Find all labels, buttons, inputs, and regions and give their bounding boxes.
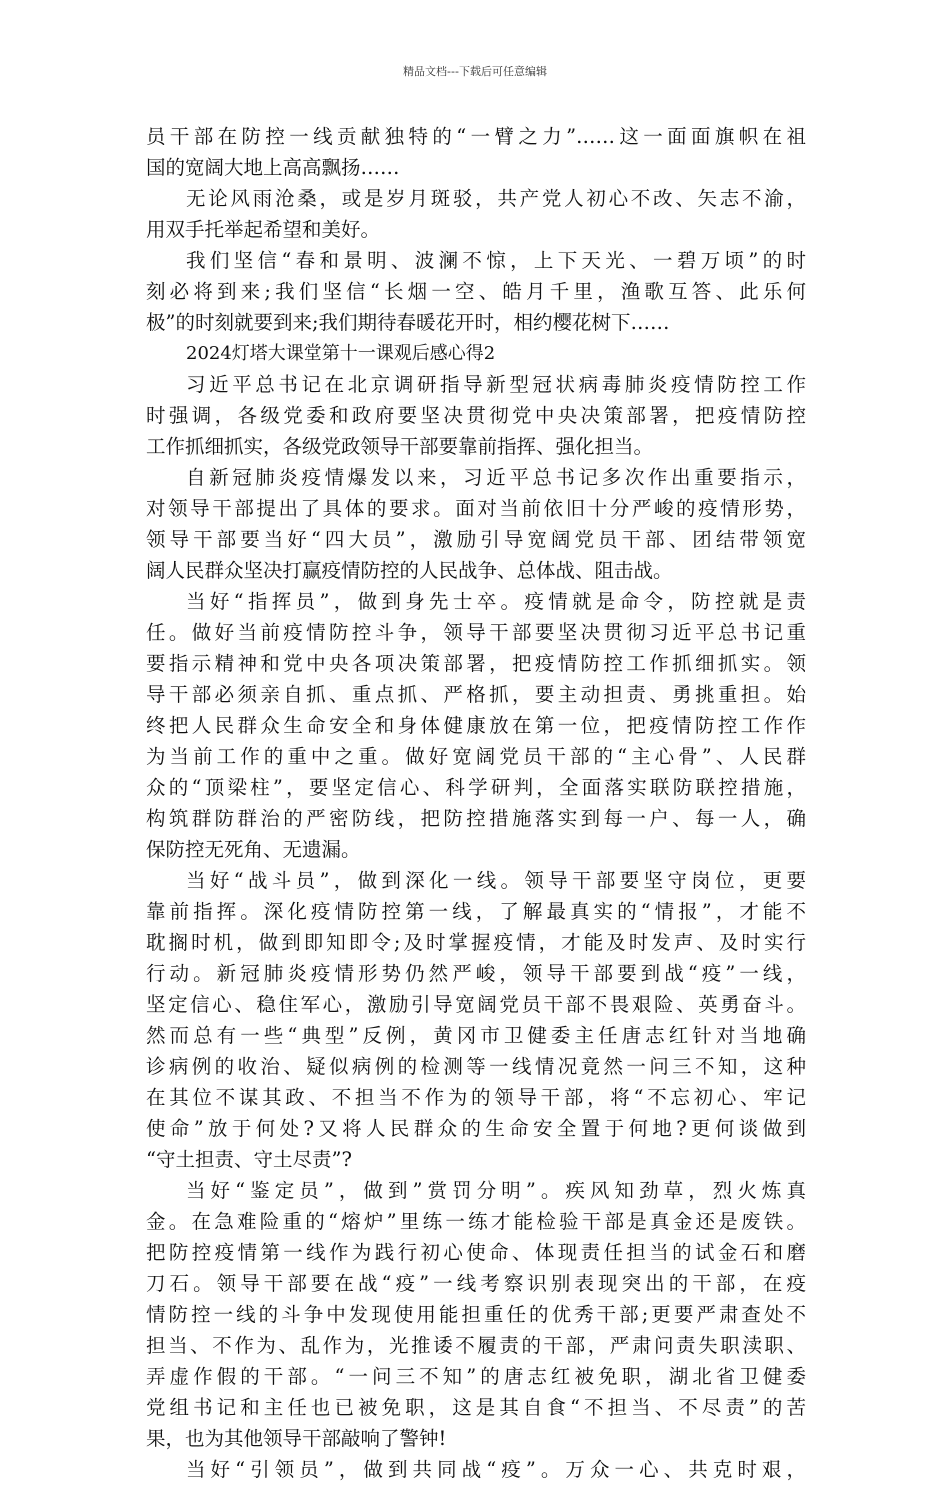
text-line: 无论风雨沧桑，或是岁月斑驳，共产党人初心不改、矢志不渝， <box>186 187 806 210</box>
document-body <box>146 121 806 1485</box>
text-line: 工作抓细抓实，各级党政领导干部要靠前指挥、强化担当。 <box>146 435 654 458</box>
text-line: 构筑群防群治的严密防线，把防控措施落实到每一户、每一人，确 <box>146 807 806 830</box>
text-line: 极”的时刻就要到来;我们期待春暖花开时，相约樱花树下…… <box>146 311 670 334</box>
text-line: 担当、不作为、乱作为，光推诿不履责的干部，严肃问责失职渎职、 <box>146 1334 806 1357</box>
text-line: 当好“战斗员”，做到深化一线。领导干部要坚守岗位，更要 <box>186 869 806 892</box>
paragraph <box>146 183 806 245</box>
text-line: 对领导干部提出了具体的要求。面对当前依旧十分严峻的疫情形势， <box>146 497 806 520</box>
text-line: 领导干部要当好“四大员”，激励引导宽阔党员干部、团结带领宽 <box>146 528 806 551</box>
text-line: 然而总有一些“典型”反例，黄冈市卫健委主任唐志红针对当地确 <box>146 1024 806 1047</box>
text-line: 任。做好当前疫情防控斗争，领导干部要坚决贯彻习近平总书记重 <box>146 621 806 644</box>
text-line: 耽搁时机，做到即知即令;及时掌握疫情，才能及时发声、及时实行 <box>146 931 806 954</box>
text-line: 员干部在防控一线贡献独特的“一臂之力”……这一面面旗帜在祖 <box>146 125 806 148</box>
text-line: 阔人民群众坚决打赢疫情防控的人民战争、总体战、阻击战。 <box>146 559 673 582</box>
text-line: 时强调，各级党委和政府要坚决贯彻党中央决策部署，把疫情防控 <box>146 404 806 427</box>
text-line: 自新冠肺炎疫情爆发以来，习近平总书记多次作出重要指示， <box>186 466 806 489</box>
paragraph <box>146 338 806 369</box>
paragraph <box>146 1454 806 1485</box>
text-line: 众的“顶梁柱”，要坚定信心、科学研判，全面落实联防联控措施， <box>146 776 806 799</box>
text-line: 把防控疫情第一线作为践行初心使命、体现责任担当的试金石和磨 <box>146 1241 806 1264</box>
text-line: 金。在急难险重的“熔炉”里练一练才能检验干部是真金还是废铁。 <box>146 1210 806 1233</box>
text-line: 终把人民群众生命安全和身体健康放在第一位，把疫情防控工作作 <box>146 714 806 737</box>
section-heading: 2024灯塔大课堂第十一课观后感心得2 <box>186 343 496 364</box>
text-line: 靠前指挥。深化疫情防控第一线，了解最真实的“情报”，才能不 <box>146 900 806 923</box>
text-line: 果，也为其他领导干部敲响了警钟! <box>146 1427 447 1450</box>
paragraph <box>146 586 806 865</box>
text-line: 在其位不谋其政、不担当不作为的领导干部，将“不忘初心、牢记 <box>146 1086 806 1109</box>
text-line: 当好“指挥员”，做到身先士卒。疫情就是命令，防控就是责 <box>186 590 806 613</box>
text-line: 我们坚信“春和景明、波澜不惊，上下天光、一碧万顷”的时 <box>186 249 806 272</box>
text-line: “守土担责、守土尽责”? <box>146 1148 352 1171</box>
paragraph <box>146 865 806 1175</box>
text-line: 使命”放于何处?又将人民群众的生命安全置于何地?更何谈做到 <box>146 1117 806 1140</box>
text-line: 习近平总书记在北京调研指导新型冠状病毒肺炎疫情防控工作 <box>186 373 806 396</box>
text-line: 弄虚作假的干部。“一问三不知”的唐志红被免职，湖北省卫健委 <box>146 1365 806 1388</box>
text-line: 党组书记和主任也已被免职，这是其自食“不担当、不尽责”的苦 <box>146 1396 806 1419</box>
paragraph <box>146 1175 806 1454</box>
text-line: 要指示精神和党中央各项决策部署，把疫情防控工作抓细抓实。领 <box>146 652 806 675</box>
paragraph <box>146 245 806 338</box>
text-line: 国的宽阔大地上高高飘扬…… <box>146 156 400 179</box>
paragraph <box>146 121 806 183</box>
text-line: 当好“引领员”，做到共同战“疫”。万众一心、共克时艰， <box>186 1458 806 1481</box>
text-line: 为当前工作的重中之重。做好宽阔党员干部的“主心骨”、人民群 <box>146 745 806 768</box>
text-line: 刻必将到来;我们坚信“长烟一空、皓月千里，渔歌互答、此乐何 <box>146 280 806 303</box>
text-line: 行动。新冠肺炎疫情形势仍然严峻，领导干部要到战“疫”一线， <box>146 962 806 985</box>
text-line: 刀石。领导干部要在战“疫”一线考察识别表现突出的干部，在疫 <box>146 1272 806 1295</box>
paragraph <box>146 369 806 462</box>
page-header-watermark: 精品文档---下载后可任意编辑 <box>403 65 547 78</box>
text-line: 导干部必须亲自抓、重点抓、严格抓，要主动担责、勇挑重担。始 <box>146 683 806 706</box>
text-line: 诊病例的收治、疑似病例的检测等一线情况竟然一问三不知，这种 <box>146 1055 806 1078</box>
text-line: 保防控无死角、无遗漏。 <box>146 838 361 861</box>
text-line: 用双手托举起希望和美好。 <box>146 218 381 241</box>
paragraph <box>146 462 806 586</box>
text-line: 当好“鉴定员”，做到”赏罚分明”。疾风知劲草，烈火炼真 <box>186 1179 806 1202</box>
text-line: 情防控一线的斗争中发现使用能担重任的优秀干部;更要严肃查处不 <box>146 1303 806 1326</box>
text-line: 坚定信心、稳住军心，激励引导宽阔党员干部不畏艰险、英勇奋斗。 <box>146 993 806 1016</box>
